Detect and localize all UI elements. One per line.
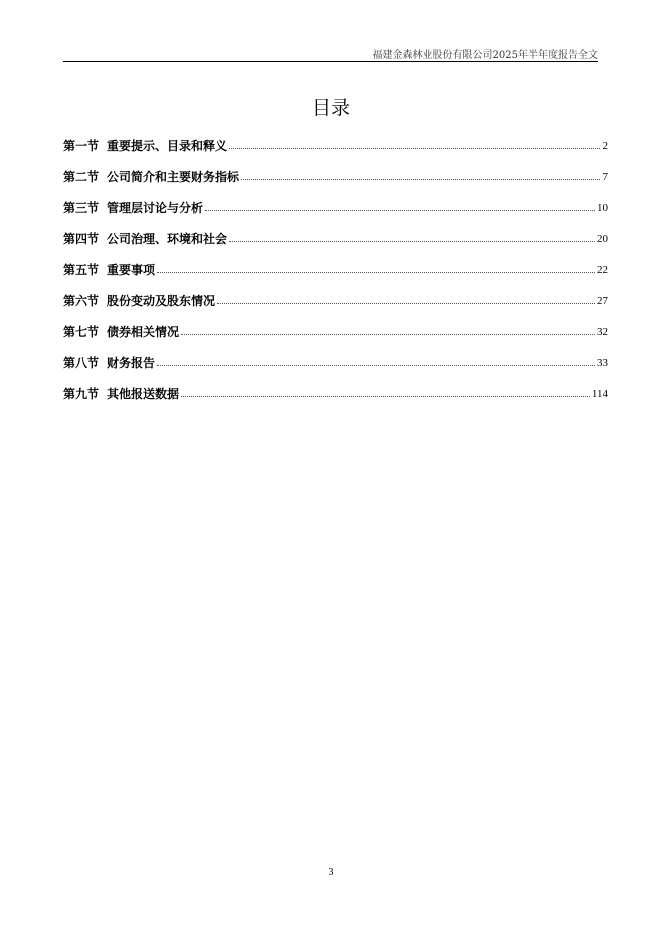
toc-dot-leader — [229, 148, 600, 149]
toc-section-name: 管理层讨论与分析 — [107, 201, 204, 215]
toc-section-name: 其他报送数据 — [107, 387, 180, 401]
toc-section-number: 第七节 — [63, 325, 100, 339]
toc-entry[interactable] — [63, 161, 608, 192]
toc-page-number: 7 — [602, 170, 608, 183]
toc-dot-leader — [181, 396, 590, 397]
toc-section-name: 债券相关情况 — [107, 325, 180, 339]
toc-section-name: 公司简介和主要财务指标 — [107, 170, 240, 184]
toc-page-number: 33 — [597, 356, 608, 369]
toc-dot-leader — [205, 210, 595, 211]
toc-dot-leader — [241, 179, 600, 180]
page-number: 3 — [328, 867, 334, 878]
toc-entry[interactable] — [63, 316, 608, 347]
toc-title: 目录 — [311, 97, 350, 119]
toc-entry[interactable] — [63, 378, 608, 409]
toc-entry[interactable] — [63, 285, 608, 316]
toc-section-name: 财务报告 — [107, 356, 156, 370]
toc-page-number: 22 — [597, 263, 608, 276]
toc-section-number: 第三节 — [63, 201, 100, 215]
toc-section-number: 第九节 — [63, 387, 100, 401]
toc-dot-leader — [229, 241, 595, 242]
toc-section-number: 第二节 — [63, 170, 100, 184]
toc-page-number: 32 — [597, 325, 608, 338]
toc-page-number: 20 — [597, 232, 608, 245]
header-text: 福建金森林业股份有限公司2025年半年度报告全文 — [372, 50, 598, 61]
toc-page-number: 10 — [597, 201, 608, 214]
toc-entry[interactable] — [63, 192, 608, 223]
toc-section-name: 公司治理、环境和社会 — [107, 232, 228, 246]
toc-entry[interactable] — [63, 254, 608, 285]
toc-section-number: 第四节 — [63, 232, 100, 246]
toc-entry[interactable] — [63, 347, 608, 378]
toc-section-number: 第八节 — [63, 356, 100, 370]
toc-page-number: 27 — [597, 294, 608, 307]
toc-section-name: 重要事项 — [107, 263, 156, 277]
toc-list — [63, 130, 608, 409]
toc-page-number: 2 — [602, 139, 608, 152]
toc-dot-leader — [157, 272, 595, 273]
toc-dot-leader — [217, 303, 595, 304]
toc-section-number: 第五节 — [63, 263, 100, 277]
toc-page-number: 114 — [591, 387, 608, 400]
toc-section-name: 股份变动及股东情况 — [107, 294, 216, 308]
toc-entry[interactable] — [63, 130, 608, 161]
toc-section-name: 重要提示、目录和释义 — [107, 139, 228, 153]
toc-section-number: 第一节 — [63, 139, 100, 153]
toc-entry[interactable] — [63, 223, 608, 254]
toc-dot-leader — [157, 365, 595, 366]
toc-section-number: 第六节 — [63, 294, 100, 308]
toc-dot-leader — [181, 334, 595, 335]
header-rule — [63, 61, 598, 62]
